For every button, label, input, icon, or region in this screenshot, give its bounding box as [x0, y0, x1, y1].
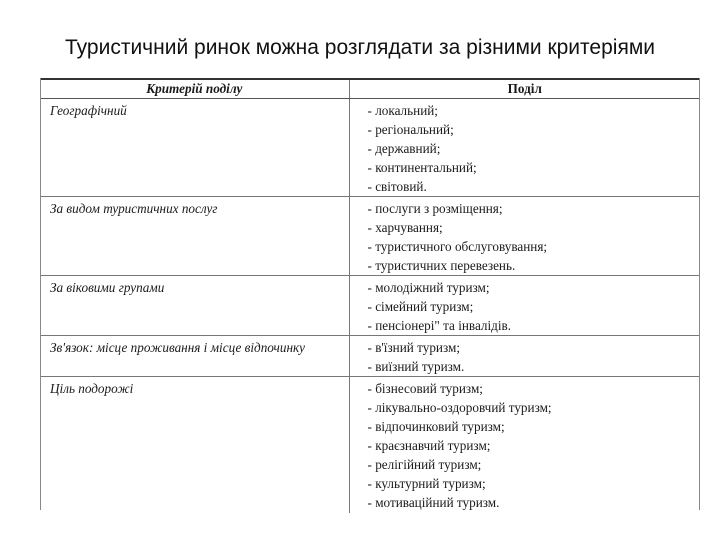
division-cell [349, 377, 700, 513]
list-item: - регіональний; [367, 122, 454, 137]
criterion-cell [40, 197, 349, 276]
table-row [40, 276, 700, 336]
list-item: - виїзний туризм. [367, 359, 465, 374]
criterion-cell [40, 336, 349, 377]
criterion-cell [40, 276, 349, 336]
table-row [40, 99, 700, 197]
list-item: - пенсіонері" та інвалідів. [367, 318, 512, 333]
list-item: - послуги з розміщення; [367, 201, 503, 216]
division-cell [349, 197, 700, 276]
slide-title: Туристичний ринок можна розглядати за різними критеріями [65, 36, 655, 59]
list-item: - культурний туризм; [367, 476, 486, 491]
division-cell [349, 336, 700, 377]
list-item: - відпочинковий туризм; [367, 419, 505, 434]
list-item: - континентальний; [367, 160, 477, 175]
criteria-table-container [40, 78, 700, 513]
list-item: - туристичного обслуговування; [367, 239, 548, 254]
criteria-table [40, 78, 700, 513]
list-item: - релігійний туризм; [367, 457, 482, 472]
criterion-label: За віковими групами [50, 280, 165, 295]
list-item: - лікувально-оздоровчий туризм; [367, 400, 552, 415]
list-item: - світовий. [367, 179, 427, 194]
criterion-label: Географічний [50, 103, 127, 118]
table-header-row [40, 79, 700, 99]
table-row [40, 377, 700, 513]
criterion-label: Ціль подорожі [50, 381, 134, 396]
header-criterion: Критерій поділу [40, 79, 349, 99]
table-right-border [699, 78, 700, 510]
list-item: - сімейний туризм; [367, 299, 474, 314]
list-item: - бізнесовий туризм; [367, 381, 483, 396]
criterion-cell [40, 377, 349, 513]
header-division: Поділ [349, 79, 700, 99]
list-item: - молодіжний туризм; [367, 280, 490, 295]
list-item: - локальний; [367, 103, 438, 118]
list-item: - краєзнавчий туризм; [367, 438, 491, 453]
list-item: - в'їзний туризм; [367, 340, 460, 355]
criterion-label: Зв'язок: місце проживання і місце відпочинку [50, 340, 306, 355]
table-row [40, 197, 700, 276]
criterion-cell [40, 99, 349, 197]
criterion-label: За видом туристичних послуг [50, 201, 218, 216]
list-item: - туристичних перевезень. [367, 258, 516, 273]
division-cell [349, 276, 700, 336]
division-cell [349, 99, 700, 197]
list-item: - мотиваційний туризм. [367, 495, 500, 510]
list-item: - державний; [367, 141, 441, 156]
table-left-border [40, 78, 41, 510]
list-item: - харчування; [367, 220, 443, 235]
table-row [40, 336, 700, 377]
